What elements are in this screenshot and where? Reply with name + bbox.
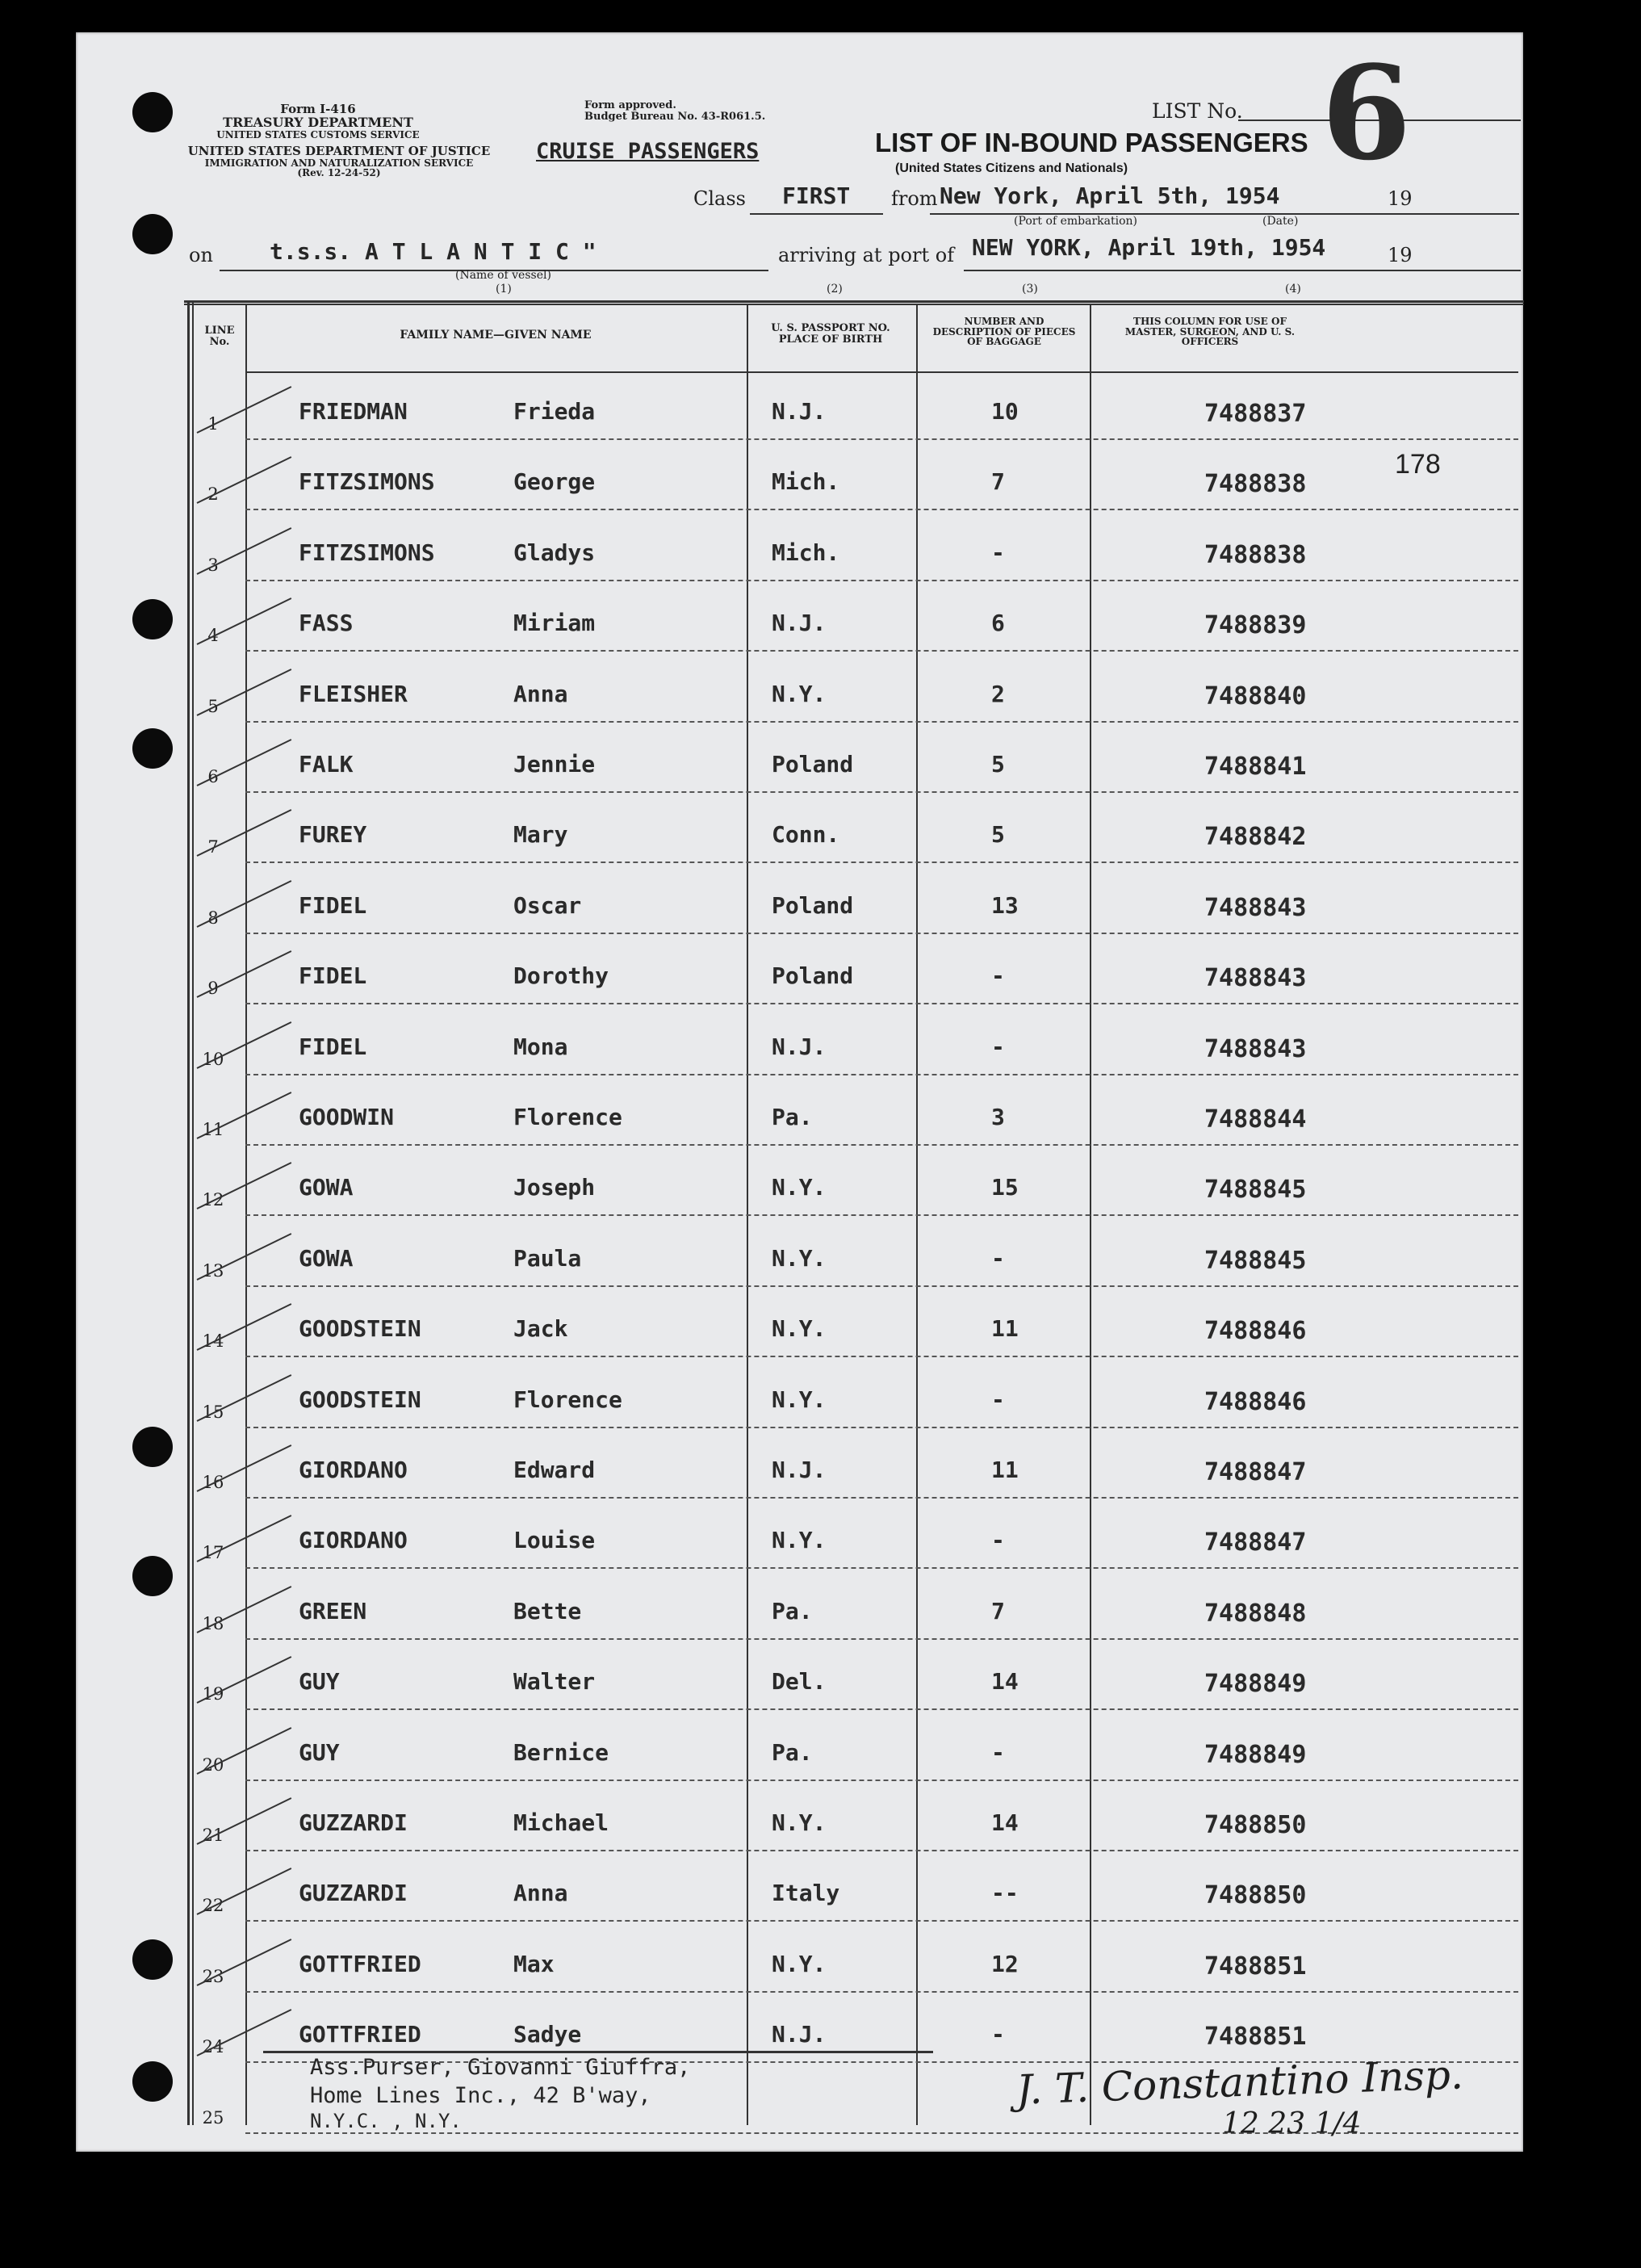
officer-number: 7488851 — [1204, 1951, 1307, 1981]
given-name: Mona — [513, 1033, 568, 1060]
given-name: Anna — [513, 1880, 568, 1907]
family-name: GOWA — [299, 1244, 354, 1272]
list-no-label: LIST No. — [1152, 99, 1243, 123]
budget-bureau: Budget Bureau No. 43-R061.5. — [584, 110, 766, 123]
form-id-block — [213, 103, 423, 140]
table-left-border-inner — [192, 300, 194, 2125]
vessel-name: t.s.s. A T L A N T I C " — [270, 238, 597, 265]
header-bottom-border — [245, 371, 1518, 373]
row-rule — [245, 1144, 1518, 1146]
from-value: New York, April 5th, 1954 — [940, 182, 1280, 209]
table-top-border — [184, 300, 1524, 303]
check-mark — [197, 1515, 292, 1563]
baggage-count: - — [991, 539, 1005, 566]
check-mark — [197, 1727, 292, 1775]
line-number: 16 — [202, 1473, 224, 1492]
row-rule — [245, 509, 1518, 510]
officer-number: 7488845 — [1204, 1246, 1307, 1275]
given-name: Sadye — [513, 2021, 582, 2048]
row-rule — [245, 1003, 1518, 1004]
punch-hole — [132, 1556, 173, 1596]
place-of-birth: N.Y. — [772, 1386, 827, 1413]
given-name: Joseph — [513, 1174, 596, 1201]
class-value: FIRST — [782, 182, 851, 209]
line-number: 19 — [202, 1684, 224, 1704]
family-name: GIORDANO — [299, 1457, 408, 1483]
place-of-birth: Mich. — [772, 468, 840, 496]
check-mark — [197, 1163, 292, 1210]
footer-rule — [263, 2051, 933, 2053]
approval-block — [584, 100, 778, 122]
given-name: Jack — [513, 1315, 568, 1343]
line-number: 7 — [207, 837, 219, 857]
check-mark — [197, 810, 292, 857]
family-name: GOWA — [299, 1174, 354, 1201]
given-name: Anna — [513, 680, 568, 707]
col-num-3: (3) — [1022, 283, 1038, 296]
baggage-count: - — [991, 1386, 1005, 1413]
row-rule — [245, 650, 1518, 652]
inspector-signature: J. T. Constantino Insp. — [1015, 2051, 1464, 2114]
row-rule — [245, 1638, 1518, 1640]
check-mark — [197, 1374, 292, 1422]
revision-date: (Rev. 12-24-52) — [297, 167, 381, 179]
place-of-birth: N.J. — [772, 610, 827, 637]
line-number: 9 — [207, 979, 219, 999]
given-name: Louise — [513, 1527, 596, 1554]
officer-number: 7488844 — [1204, 1105, 1307, 1134]
row-rule — [245, 1708, 1518, 1710]
row-rule — [245, 1567, 1518, 1569]
officer-number: 7488842 — [1204, 823, 1307, 852]
check-mark — [197, 1092, 292, 1139]
row-rule — [245, 862, 1518, 863]
family-name: FITZSIMONS — [299, 468, 435, 496]
ins-service: IMMIGRATION AND NATURALIZATION SERVICE — [204, 157, 474, 169]
table-left-border — [187, 300, 190, 2125]
officer-number: 7488846 — [1204, 1387, 1307, 1416]
baggage-count: - — [991, 962, 1005, 990]
baggage-count: 15 — [991, 1174, 1019, 1201]
signature-date: 12 23 1/4 — [1222, 2107, 1362, 2140]
col-num-4: (4) — [1285, 283, 1301, 296]
place-of-birth: Poland — [772, 751, 854, 778]
officer-number: 7488843 — [1204, 893, 1307, 922]
family-name: GIORDANO — [299, 1527, 408, 1554]
family-name: GOODSTEIN — [299, 1386, 421, 1413]
family-name: FALK — [299, 751, 354, 778]
officer-number: 7488839 — [1204, 611, 1307, 640]
arriving-underline — [964, 270, 1521, 271]
place-of-birth: N.Y. — [772, 1809, 827, 1836]
row-rule — [245, 1285, 1518, 1287]
place-of-birth: Pa. — [772, 1738, 813, 1766]
baggage-count: 5 — [991, 821, 1005, 849]
baggage-count: 5 — [991, 751, 1005, 778]
form-title: LIST OF IN-BOUND PASSENGERS — [875, 128, 1308, 157]
row-rule — [245, 721, 1518, 723]
place-of-birth: Conn. — [772, 821, 840, 849]
baggage-count: 2 — [991, 680, 1005, 707]
officer-number: 7488843 — [1204, 964, 1307, 993]
check-mark — [197, 1586, 292, 1633]
family-name: FLEISHER — [299, 680, 408, 707]
side-number: 178 — [1395, 449, 1441, 480]
row-rule — [245, 1214, 1518, 1216]
baggage-count: 14 — [991, 1809, 1019, 1836]
on-label: on — [189, 244, 213, 266]
check-mark — [197, 1939, 292, 1986]
place-of-birth: Pa. — [772, 1104, 813, 1130]
officer-number: 7488851 — [1204, 2023, 1307, 2052]
baggage-count: 7 — [991, 468, 1005, 496]
col-num-2: (2) — [827, 283, 843, 296]
given-name: Max — [513, 1950, 555, 1977]
family-name: GOODWIN — [299, 1104, 395, 1130]
line-number: 4 — [207, 626, 219, 646]
family-name: GUZZARDI — [299, 1880, 408, 1907]
arriving-value: NEW YORK, April 19th, 1954 — [972, 234, 1326, 261]
given-name: Oscar — [513, 891, 582, 919]
place-of-birth: Mich. — [772, 539, 840, 566]
family-name: GOODSTEIN — [299, 1315, 421, 1343]
check-mark — [197, 2009, 292, 2056]
arriving-label: arriving at port of — [778, 244, 955, 266]
form-subtitle: (United States Citizens and Nationals) — [895, 161, 1128, 175]
line-number: 20 — [202, 1754, 224, 1775]
punch-hole — [132, 214, 173, 254]
family-name: FIDEL — [299, 891, 367, 919]
line-number: 13 — [202, 1260, 224, 1281]
officer-number: 7488838 — [1204, 470, 1307, 499]
baggage-count: 11 — [991, 1315, 1019, 1343]
check-mark — [197, 669, 292, 716]
row-rule — [245, 438, 1518, 440]
line-number: 17 — [202, 1543, 224, 1563]
given-name: Dorothy — [513, 962, 609, 990]
family-name: FUREY — [299, 821, 367, 849]
date-caption: (Date) — [1262, 215, 1299, 228]
line-number: 24 — [202, 2037, 224, 2057]
place-of-birth: Pa. — [772, 1597, 813, 1624]
check-mark — [197, 1797, 292, 1845]
given-name: George — [513, 468, 596, 496]
col-head-line: LINE No. — [204, 325, 235, 348]
col-num-1: (1) — [496, 283, 512, 296]
officer-number: 7488848 — [1204, 1599, 1307, 1628]
line-number: 22 — [202, 1896, 224, 1916]
place-of-birth: Poland — [772, 891, 854, 919]
place-of-birth: N.Y. — [772, 1950, 827, 1977]
officer-number: 7488838 — [1204, 540, 1307, 569]
treasury-dept: TREASURY DEPARTMENT — [223, 114, 413, 130]
check-mark — [197, 386, 292, 434]
family-name: GUY — [299, 1738, 340, 1766]
customs-service: UNITED STATES CUSTOMS SERVICE — [216, 128, 420, 140]
family-name: FIDEL — [299, 1033, 367, 1060]
baggage-count: 14 — [991, 1668, 1019, 1696]
col-head-passport: U. S. PASSPORT NO. PLACE OF BIRTH — [771, 322, 890, 346]
punch-hole — [132, 92, 173, 132]
line-number: 8 — [207, 908, 219, 928]
officer-number: 7488843 — [1204, 1034, 1307, 1063]
baggage-count: -- — [991, 1880, 1019, 1907]
family-name: FRIEDMAN — [299, 398, 408, 425]
baggage-count: 10 — [991, 398, 1019, 425]
baggage-count: 13 — [991, 891, 1019, 919]
row-rule — [245, 1074, 1518, 1075]
form-approved: Form approved. — [584, 99, 676, 111]
baggage-count: - — [991, 2021, 1005, 2048]
line-number: 12 — [202, 1190, 224, 1210]
row-rule — [245, 933, 1518, 934]
port-caption: (Port of embarkation) — [1014, 215, 1137, 228]
officer-number: 7488846 — [1204, 1317, 1307, 1346]
place-of-birth: N.Y. — [772, 680, 827, 707]
purser-line-2: Home Lines Inc., 42 B'way, — [310, 2083, 651, 2108]
given-name: Gladys — [513, 539, 596, 566]
family-name: GREEN — [299, 1597, 367, 1624]
row-rule — [245, 1427, 1518, 1428]
place-of-birth: N.Y. — [772, 1174, 827, 1201]
family-name: FIDEL — [299, 962, 367, 990]
check-mark — [197, 739, 292, 786]
line-number: 1 — [207, 414, 219, 434]
agency-block — [186, 145, 492, 178]
class-label: Class — [693, 187, 746, 210]
row-rule — [245, 791, 1518, 793]
place-of-birth: Poland — [772, 962, 854, 990]
officer-number: 7488850 — [1204, 1811, 1307, 1839]
punch-hole — [132, 728, 173, 769]
check-mark — [197, 457, 292, 505]
check-mark — [197, 1233, 292, 1281]
given-name: Walter — [513, 1668, 596, 1696]
baggage-count: 12 — [991, 1950, 1019, 1977]
officer-number: 7488847 — [1204, 1528, 1307, 1557]
officer-number: 7488845 — [1204, 1176, 1307, 1205]
given-name: Mary — [513, 821, 568, 849]
family-name: FASS — [299, 610, 354, 637]
from-year: 19 — [1388, 187, 1413, 210]
manifest-page — [76, 32, 1523, 2152]
punch-hole — [132, 1427, 173, 1467]
line-number: 5 — [207, 696, 219, 716]
officer-number: 7488849 — [1204, 1670, 1307, 1699]
officer-number: 7488850 — [1204, 1881, 1307, 1910]
given-name: Bernice — [513, 1738, 609, 1766]
justice-dept: UNITED STATES DEPARTMENT OF JUSTICE — [187, 144, 491, 158]
check-mark — [197, 1656, 292, 1704]
family-name: GOTTFRIED — [299, 2021, 421, 2048]
place-of-birth: N.Y. — [772, 1527, 827, 1554]
officer-number: 7488837 — [1204, 400, 1307, 428]
check-mark — [197, 1021, 292, 1069]
family-name: GUY — [299, 1668, 340, 1696]
purser-line-3: N.Y.C. , N.Y. — [310, 2110, 462, 2132]
officer-number: 7488849 — [1204, 1740, 1307, 1769]
check-mark — [197, 950, 292, 998]
officer-number: 7488841 — [1204, 753, 1307, 781]
place-of-birth: N.Y. — [772, 1315, 827, 1343]
line-number: 15 — [202, 1402, 224, 1422]
place-of-birth: N.J. — [772, 2021, 827, 2048]
from-label: from — [891, 187, 938, 210]
col-head-officers: THIS COLUMN FOR USE OF MASTER, SURGEON, AND U. S. OFFICERS — [1124, 316, 1296, 348]
family-name: FITZSIMONS — [299, 539, 435, 566]
baggage-count: - — [991, 1033, 1005, 1060]
line-number: 18 — [202, 1613, 224, 1633]
row-rule — [245, 1356, 1518, 1357]
given-name: Edward — [513, 1457, 596, 1483]
row-rule — [245, 1497, 1518, 1499]
line-number: 21 — [202, 1826, 224, 1845]
vessel-caption: (Name of vessel) — [455, 269, 551, 282]
check-mark — [197, 880, 292, 928]
line-number: 23 — [202, 1966, 224, 1986]
place-of-birth: Italy — [772, 1880, 840, 1907]
given-name: Frieda — [513, 398, 596, 425]
line-number: 11 — [202, 1120, 224, 1139]
row-rule — [245, 1991, 1518, 1993]
baggage-count: 7 — [991, 1597, 1005, 1624]
given-name: Florence — [513, 1104, 622, 1130]
table-top-border-inner — [184, 304, 1524, 305]
officer-number: 7488840 — [1204, 681, 1307, 711]
line-number: 2 — [207, 484, 219, 505]
line-number: 6 — [207, 767, 219, 786]
purser-line-1: Ass.Purser, Giovanni Giuffra, — [310, 2055, 691, 2080]
baggage-count: 6 — [991, 610, 1005, 637]
punch-hole — [132, 2061, 173, 2102]
place-of-birth: N.Y. — [772, 1244, 827, 1272]
place-of-birth: N.J. — [772, 1457, 827, 1483]
line-number: 10 — [202, 1049, 224, 1069]
line-number: 3 — [207, 555, 219, 575]
baggage-count: - — [991, 1244, 1005, 1272]
punch-hole — [132, 1939, 173, 1980]
given-name: Paula — [513, 1244, 582, 1272]
family-name: GOTTFRIED — [299, 1950, 421, 1977]
family-name: GUZZARDI — [299, 1809, 408, 1836]
row-rule — [245, 1780, 1518, 1781]
check-mark — [197, 597, 292, 645]
line-number: 14 — [202, 1331, 224, 1352]
place-of-birth: Del. — [772, 1668, 827, 1696]
baggage-count: - — [991, 1527, 1005, 1554]
given-name: Jennie — [513, 751, 596, 778]
check-mark — [197, 1444, 292, 1492]
punch-hole — [132, 599, 173, 639]
class-underline — [750, 213, 883, 215]
check-mark — [197, 527, 292, 575]
col-head-baggage: NUMBER AND DESCRIPTION OF PIECES OF BAGGAGE — [932, 316, 1076, 348]
check-mark — [197, 1868, 292, 1916]
baggage-count: - — [991, 1738, 1005, 1766]
col-head-name: FAMILY NAME—GIVEN NAME — [400, 329, 592, 342]
given-name: Bette — [513, 1597, 582, 1624]
given-name: Florence — [513, 1386, 622, 1413]
officer-number: 7488847 — [1204, 1458, 1307, 1486]
line-number: 25 — [202, 2107, 224, 2128]
given-name: Miriam — [513, 610, 596, 637]
baggage-count: 11 — [991, 1457, 1019, 1483]
arriving-year: 19 — [1388, 244, 1413, 266]
row-rule — [245, 1850, 1518, 1851]
check-mark — [197, 1303, 292, 1351]
baggage-count: 3 — [991, 1104, 1005, 1130]
row-rule — [245, 580, 1518, 581]
given-name: Michael — [513, 1809, 609, 1836]
place-of-birth: N.J. — [772, 398, 827, 425]
row-rule — [245, 1920, 1518, 1922]
cruise-label: CRUISE PASSENGERS — [536, 139, 760, 164]
place-of-birth: N.J. — [772, 1033, 827, 1060]
form-number: Form I-416 — [280, 102, 356, 116]
list-number: 6 — [1321, 37, 1412, 189]
